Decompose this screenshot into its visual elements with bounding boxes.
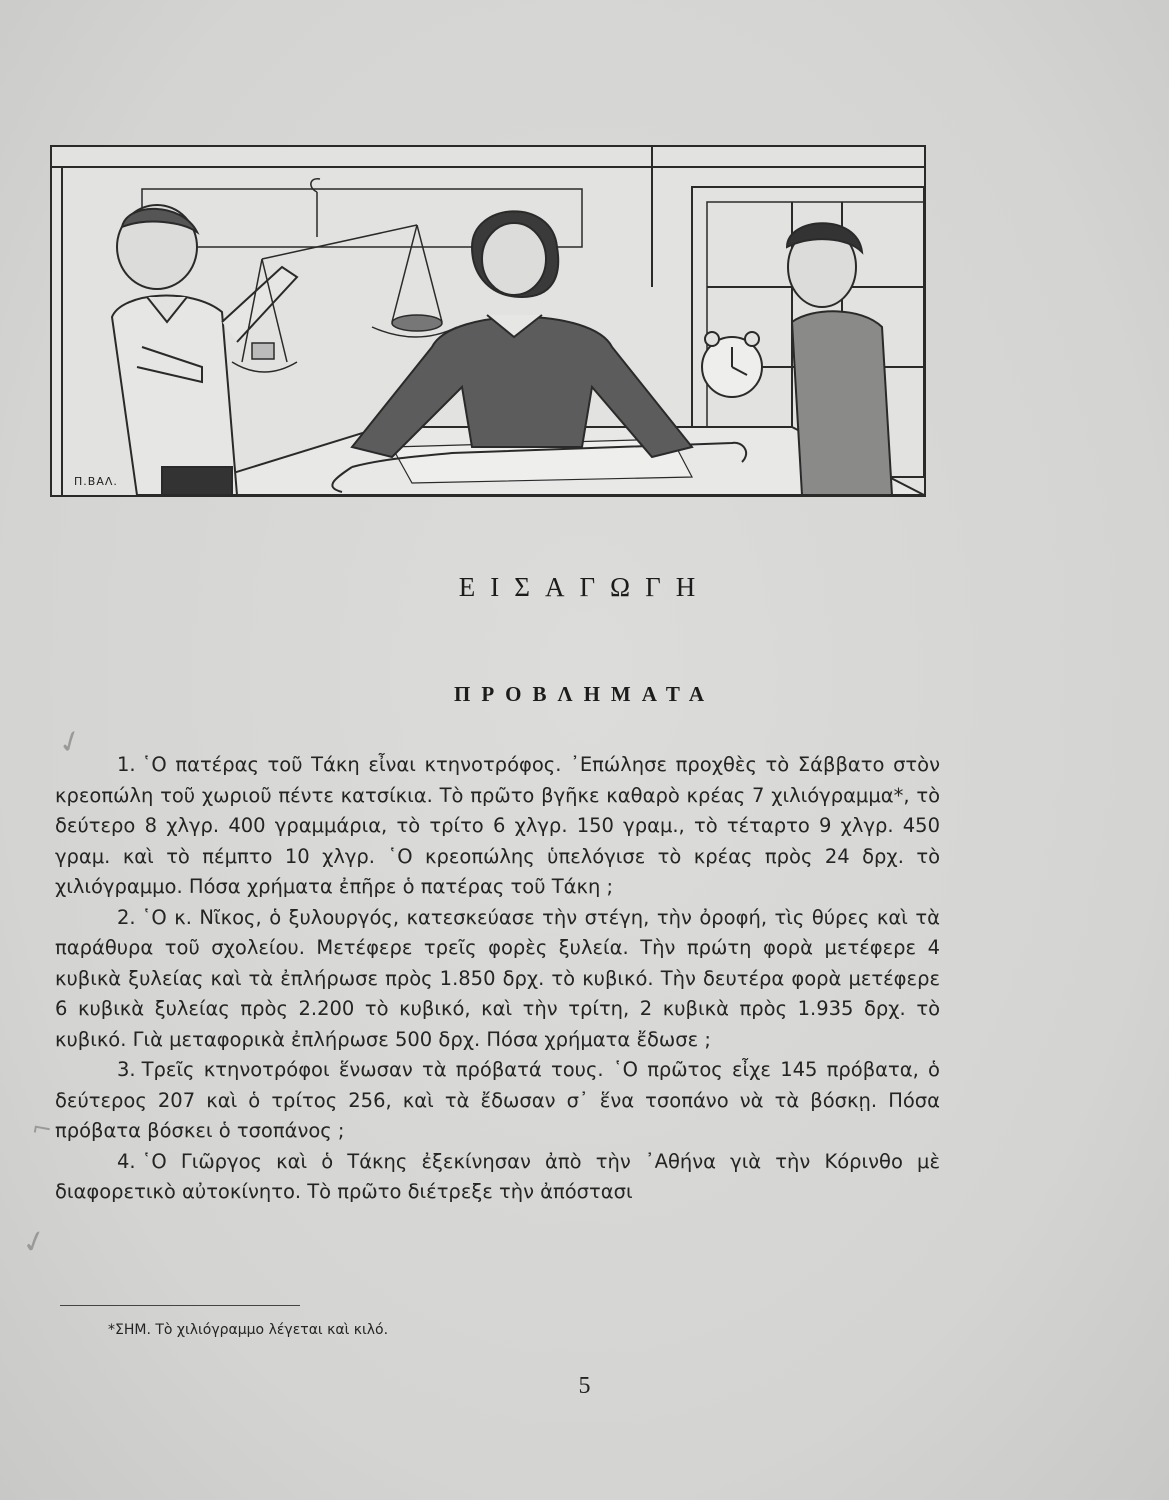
problem-item [55,1055,940,1147]
problem-text: ῾Ο κ. Νῖκος, ὁ ξυλουργός, κατεσκεύασε τὴν στέγη, τὴν ὀροφή, τὶς θύρες καὶ τὰ παράθυρα τοῦ σχολείου. Μετέφερε τρεῖς φορὲς ξυλεία. Τὴν πρώτη φορὰ μετέφερε 4 κυβικὰ ξυλείας καὶ τὰ ἐπλήρωσε πρὸς 1.850 δρχ. τὸ κυβικό. Τὴν δευτέρα φορὰ μετέφερε 6 κυβικὰ ξυλείας πρὸς 2.200 τὸ κυβικό, καὶ τὴν τρίτη, 2 κυβικὰ πρὸς 1.935 δρχ. τὸ κυβικό. Γιὰ μεταφορικὰ ἐπλήρωσε 500 δρχ. Πόσα χρήματα ἔδωσε ; [55,905,940,1051]
artist-signature: Π.ΒΑΛ. [74,475,118,488]
problem-item [55,903,940,1056]
classroom-illustration [50,145,926,497]
problem-text: Τρεῖς κτηνοτρόφοι ἕνωσαν τὰ πρόβατά τους. ῾Ο πρῶτος εἶχε 145 πρόβατα, ὁ δεύτερος 207 καὶ ὁ τρίτος 256, καὶ τὰ ἔδωσαν σ᾽ ἕνα τσοπάνο νὰ τὰ βόσκῃ. Πόσα πρόβατα βόσκει ὁ τσοπάνος ; [55,1058,940,1142]
pencil-mark: ⌐ [29,1113,55,1145]
pencil-checkmark: ✓ [52,721,89,764]
illustration-drawing [52,147,924,495]
problem-text: ῾Ο Γιῶργος καὶ ὁ Τάκης ἐξεκίνησαν ἀπὸ τὴν ᾽Αθήνα γιὰ τὴν Κόρινθο μὲ διαφορετικὸ αὐτοκίνητο. Τὸ πρῶτο διέτρεξε τὴν ἀπόστασι [55,1149,940,1203]
pencil-checkmark: ✓ [17,1222,52,1263]
page-number: 5 [578,1373,591,1399]
problem-item [55,1147,940,1208]
problem-item [55,750,940,903]
footnote: *ΣΗΜ. Τὸ χιλιόγραμμο λέγεται καὶ κιλό. [108,1322,389,1338]
section-title: ΠΡΟΒΛΗΜΑΤΑ [454,682,715,706]
footnote-divider [60,1305,300,1306]
problem-text: ῾Ο πατέρας τοῦ Τάκη εἶναι κτηνοτρόφος. ᾽Επώλησε προχθὲς τὸ Σάββατο στὸν κρεοπώλη τοῦ χωριοῦ πέντε κατσίκια. Τὸ πρῶτο βγῆκε καθαρὸ κρέας 7 χιλιόγραμμα*, τὸ δεύτερο 8 χλγρ. 400 γραμμάρια, τὸ τρίτο 6 χλγρ. 150 γραμ., τὸ τέταρτο 9 χλγρ. 450 γραμ. καὶ τὸ πέμπτο 10 χλγρ. ῾Ο κρεοπώλης ὑπελόγισε τὸ κρέας πρὸς 24 δρχ. τὸ χιλιόγραμμο. Πόσα χρήματα ἐπῆρε ὁ πατέρας τοῦ Τάκη ; [55,753,940,898]
chapter-title: ΕΙΣΑΓΩΓΗ [458,572,711,602]
problem-number: 4. [117,1149,136,1173]
problem-number: 2. [117,905,136,929]
problem-number: 1. [117,753,136,776]
problems-list [55,750,940,1208]
problem-number: 3. [117,1058,136,1081]
